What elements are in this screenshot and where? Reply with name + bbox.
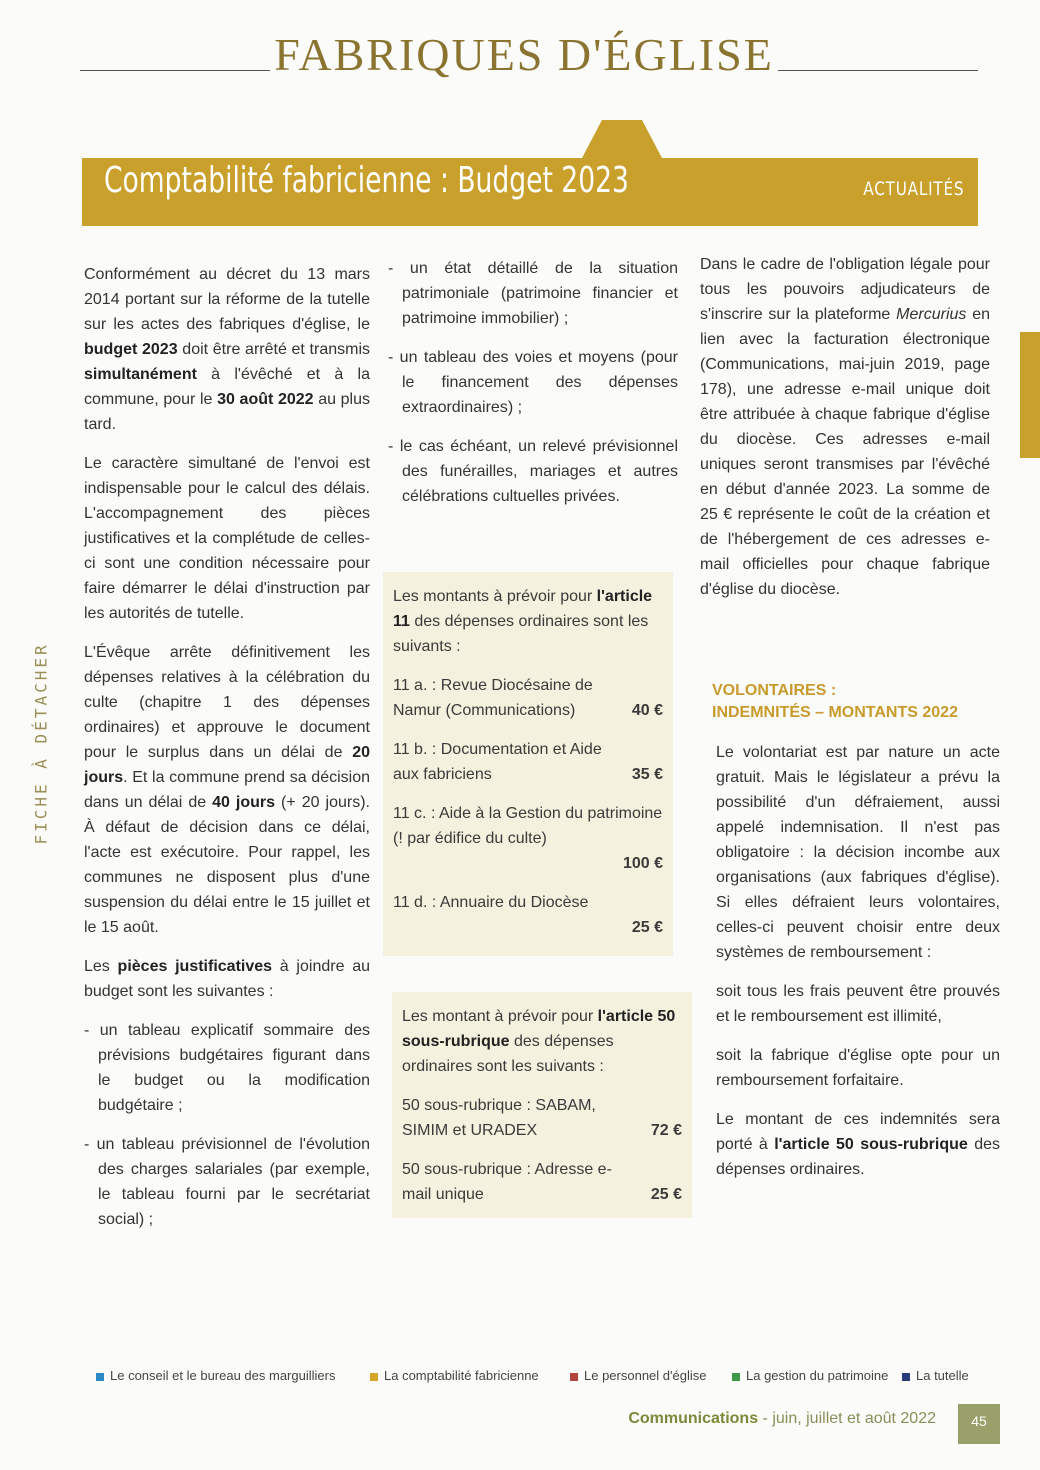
section-tab — [1020, 332, 1040, 458]
list-item: - un tableau explicatif sommaire des prévisions budgétaires figurant dans le budget ou la modification budgétaire ; — [84, 1022, 370, 1114]
paragraph: Dans le cadre de l'obligation légale pour tous les pouvoirs adjudicateurs de s'inscrire sur la plateforme Mercurius en lien avec la facturation électronique (Communications, mai-juin 2019, page 178), une adresse e-mail unique doit être attribuée à chaque fabrique d'église du diocèse. Ces adresses e-mail uniques seront transmises par l'évêché en début d'année 2023. La somme de 25 € représente le coût de la création et de l'hébergement de ces adresses e-mail officielles pour chaque fabrique d'église du diocèse. — [700, 256, 991, 598]
legend-item: Le personnel d'église — [570, 1368, 706, 1383]
list-item: - un tableau prévisionnel de l'évolution des charges salariales (par exemple, le tableau fourni par le secrétariat social) ; — [84, 1136, 370, 1228]
paragraph: Conformément au décret du 13 mars 2014 portant sur la réforme de la tutelle sur les actes des fabriques d'église, le budget 2023 doit être arrêté et transmis simultanément à l'évêché et à la commune, pour le 30 août 2022 au plus tard. — [84, 266, 371, 433]
side-label: FICHE À DÉTACHER — [31, 642, 51, 845]
article-banner — [82, 120, 978, 226]
header-rule-left — [80, 70, 270, 71]
list-item: - un tableau des voies et moyens (pour le financement des dépenses extraordinaires) ; — [388, 349, 678, 416]
list-item: - le cas échéant, un relevé prévisionnel des funérailles, mariages et autres célébrations cultuelles privées. — [388, 438, 678, 505]
amount-item: 11 d. : Annuaire du Diocèse 25 € — [393, 894, 663, 936]
legend-item: Le conseil et le bureau des marguilliers — [96, 1368, 335, 1383]
amount-item: 50 sous-rubrique : SABAM, SIMIM et URADEX 72 € — [402, 1097, 682, 1139]
column-2 — [388, 256, 678, 523]
legend-item: La comptabilité fabricienne — [370, 1368, 539, 1383]
article-11-box — [383, 572, 673, 956]
column-1 — [84, 262, 370, 1246]
amount-item: 11 c. : Aide à la Gestion du patrimoine (! par édifice du culte) 100 € — [393, 805, 663, 872]
paragraph: soit tous les frais peuvent être prouvés et le remboursement est illimité, — [716, 983, 1000, 1025]
legend-swatch — [570, 1373, 578, 1381]
paragraph: Les pièces justificatives à joindre au budget sont les suivantes : — [84, 958, 371, 1000]
page-footer — [0, 1404, 1040, 1444]
paragraph: soit la fabrique d'église opte pour un remboursement forfaitaire. — [716, 1047, 1000, 1089]
legend-swatch — [902, 1373, 910, 1381]
paragraph: L'Évêque arrête définitivement les dépenses relatives à la célébration du culte (chapitre 1 des dépenses ordinaires) et approuve le document pour le surplus dans un délai de 20 jours. Et la commune prend sa décision dans un délai de 40 jours (+ 20 jours). À défaut de décision dans ce délai, l'acte est exécutoire. Pour rappel, les communes ne disposent plus d'une suspension du délai entre le 15 juillet et le 15 août. — [84, 644, 370, 936]
legend-item: La gestion du patrimoine — [732, 1368, 888, 1383]
publication-info: Communications - juin, juillet et août 2022 — [628, 1410, 936, 1427]
section-header — [0, 28, 1040, 88]
paragraph: Le caractère simultané de l'envoi est indispensable pour le calcul des délais. L'accompagnement des pièces justificatives et la complétude de celles-ci sont une condition nécessaire pour faire démarrer le délai d'instruction par les autorités de tutelle. — [84, 455, 370, 622]
category-tag: ACTUALITÉS — [862, 178, 964, 200]
paragraph: Le montant de ces indemnités sera porté à l'article 50 sous-rubrique des dépenses ordinaires. — [716, 1111, 1000, 1178]
box-intro: Les montant à prévoir pour l'article 50 sous-rubrique des dépenses ordinaires sont les suivants : — [402, 1008, 676, 1075]
amount-item: 11 a. : Revue Diocésaine de Namur (Communications) 40 € — [393, 677, 663, 719]
legend-swatch — [96, 1373, 104, 1381]
amount-item: 11 b. : Documentation et Aide aux fabriciens 35 € — [393, 741, 663, 783]
amount-item: 50 sous-rubrique : Adresse e-mail unique 25 € — [402, 1161, 682, 1203]
legend-item: La tutelle — [902, 1368, 969, 1383]
list-item: - un état détaillé de la situation patrimoniale (patrimoine financier et patrimoine immobilier) ; — [388, 260, 678, 327]
section-title: FABRIQUES D'ÉGLISE — [274, 29, 774, 80]
volunteers-heading: VOLONTAIRES : INDEMNITÉS – MONTANTS 2022 — [712, 682, 958, 721]
header-rule-right — [778, 70, 978, 71]
box-intro: Les montants à prévoir pour l'article 11 des dépenses ordinaires sont les suivants : — [393, 588, 653, 655]
paragraph: Le volontariat est par nature un acte gratuit. Mais le législateur a prévu la possibilité d'un défraiement, aussi appelé indemnisation. Il n'est pas obligatoire : la décision incombe aux organisations (aux fabriques d'église). Si elles défraient leurs volontaires, celles-ci peuvent choisir entre deux systèmes de remboursement : — [716, 744, 1000, 961]
page-number: 45 — [958, 1404, 1000, 1444]
article-50-box — [392, 992, 692, 1218]
article-title: Comptabilité fabricienne : Budget 2023 — [104, 160, 629, 201]
column-3 — [700, 252, 990, 616]
legend-swatch — [370, 1373, 378, 1381]
legend-swatch — [732, 1373, 740, 1381]
column-3-lower — [716, 740, 1000, 1196]
